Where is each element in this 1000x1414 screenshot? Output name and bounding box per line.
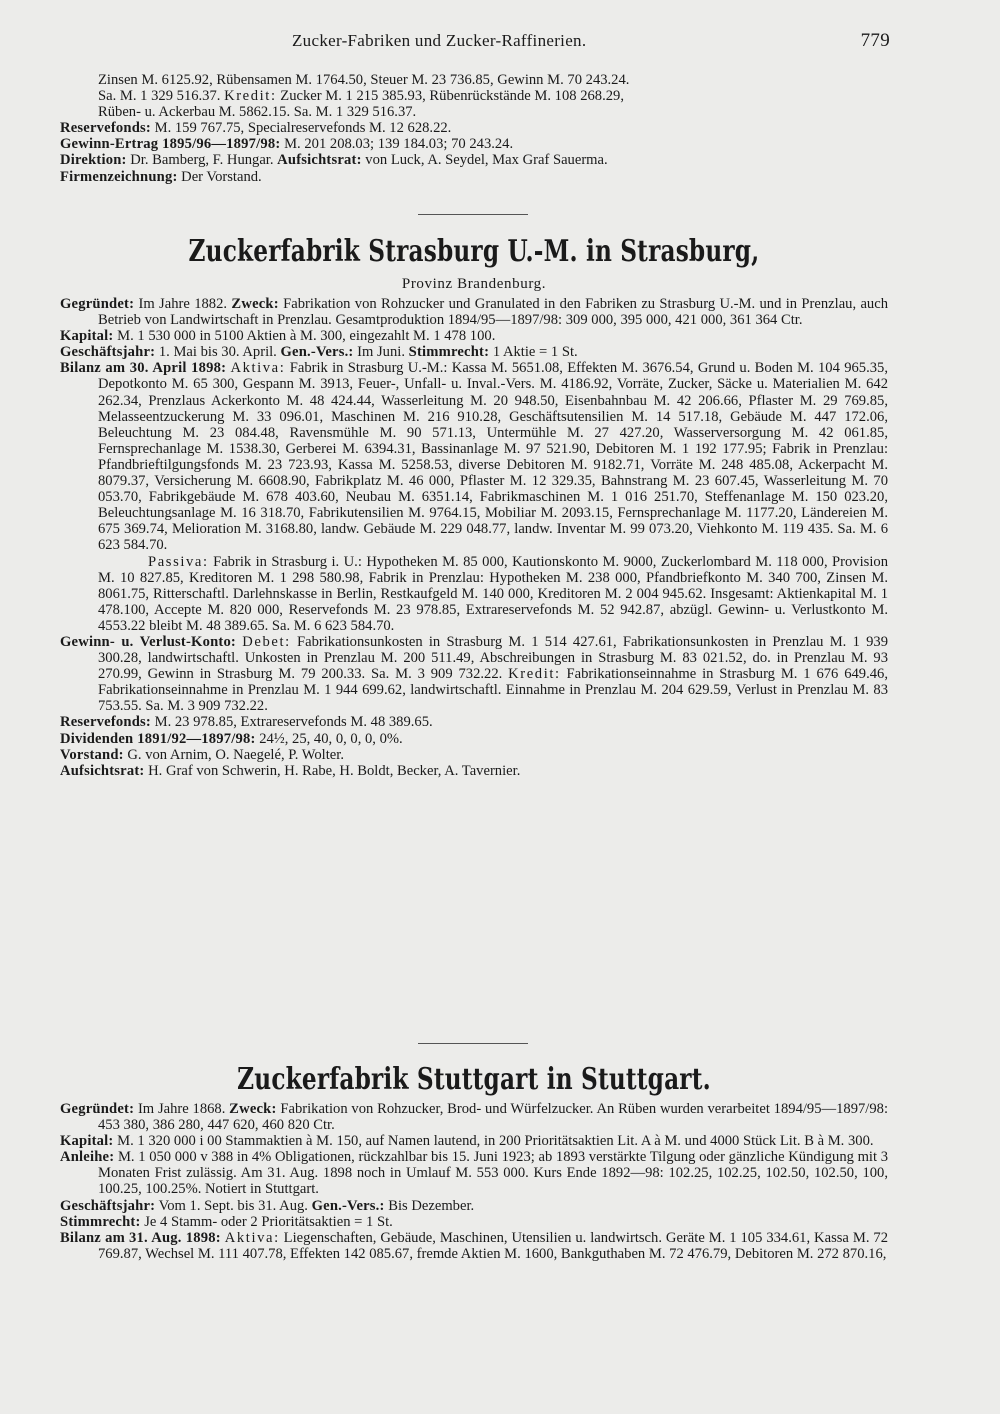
strasburg-kapital: Kapital: M. 1 530 000 in 5100 Aktien à M. 300, eingezahlt M. 1 478 100. [60,328,496,345]
stuttgart-bilanz-aktiva: Bilanz am 31. Aug. 1898: Aktiva: Liegenschaften, Gebäude, Maschinen, Utensilien u. landwirtsch. Geräte M. 1 105 334.61, Kassa M. 72 769.87, Wechsel M. 111 407.78, Effekten 142 085.67, fremde Aktien M. 1600, Bankguthaben M. 72 476.79, Debitoren M. 272 870.16, [60,1229,888,1262]
prev-reservefonds: Reservefonds: M. 159 767.75, Specialreservefonds M. 12 628.22. [60,120,452,137]
company-title-strasburg: Zuckerfabrik Strasburg U.-M. in Strasburg, [188,234,760,269]
section-divider [418,1043,528,1044]
prev-direktion: Direktion: Dr. Bamberg, F. Hungar. Aufsichtsrat: von Luck, A. Seydel, Max Graf Sauerma. [60,152,608,169]
page-number: 779 [860,30,890,51]
company-title-stuttgart: Zuckerfabrik Stuttgart in Stuttgart. [237,1062,711,1097]
strasburg-gegruendet: Gegründet: Im Jahre 1882. Zweck: Fabrikation von Rohzucker und Granulated in den Fabriken zu Strasburg U.-M. und in Prenzlau, auch Betrieb von Landwirtschaft in Prenzlau. Gesamtproduktion 1894/95—1897/98: 309 000, 395 000, 421 000, 361 364 Ctr. [60,296,889,329]
strasburg-bilanz-aktiva: Bilanz am 30. April 1898: Aktiva: Fabrik in Strasburg U.-M.: Kassa M. 5651.08, Effekten M. 3676.54, Grund u. Boden M. 104 965.35, Depotkonto M. 65 300, Gespann M. 3913, Feuer-, Unfall- u. Inval.-Vers. M. 4186.92, Vorräte, Zucker, Säcke u. Materialien M. 642 262.34, Prenzlaus Ackerkonto M. 48 424.44, Wasserleitung M. 20 948.50, Eisenbahnbau M. 42 206.66, Pflaster M. 29 769.85, Melasseentzuckerung M. 33 096.01, Maschinen M. 216 910.28, Geschäftsutensilien M. 14 517.18, Gebäude M. 447 172.06, Beleuchtung M. 23 084.48, Ravensmühle M. 90 571.13, Untermühle M. 27 427.20, Wasserversorgung M. 42 061.85, Fernsprechanlage M. 1538.30, Gerberei M. 6394.31, Bassinanlage M. 97 521.90, Debitoren M. 1 192 177.95; Fabrik in Prenzlau: Pfandbrieftilgungsfonds M. 23 723.93, Kassa M. 5258.53, diverse Debitoren M. 9182.71, Vorräte M. 248 485.08, Ackerpacht M. 8079.37, Versicherung M. 6608.90, Fabrikplatz M. 46 000, Pflaster M. 12 329.35, Bahnstrang M. 23 607.45, Wasserleitung M. 70 053.70, Fabrikgebäude M. 678 403.60, Neubau M. 6351.14, Fabrikmaschinen M. 1 016 251.70, Steffenanlage M. 150 023.20, Beleuchtungsanlage M. 16 318.70, Fabrikutensilien M. 9764.15, Mobiliar M. 2093.15, Fernsprechanlage M. 1177.20, Ländereien M. 675 369.74, Melioration M. 3168.80, landw. Gebäude M. 229 048.77, landw. Inventar M. 99 073.20, Viehkonto M. 119 435. Sa. M. 6 623 584.70. [60,360,888,554]
stuttgart-entry [60,1101,888,1262]
prev-text-line-1: Zinsen M. 6125.92, Rübensamen M. 1764.50, Steuer M. 23 736.85, Gewinn M. 70 243.24. [98,72,630,88]
previous-entry [60,72,888,185]
stuttgart-anleihe: Anleihe: M. 1 050 000 v 388 in 4% Obligationen, rückzahlbar bis 15. Juni 1923; ab 1893 verstärkte Tilgung oder gänzliche Kündigung mit 3 Monaten Frist zulässig. Am 31. Aug. 1898 noch in Umlauf M. 553 000. Kurs Ende 1892—98: 102.25, 102.25, 102.50, 102.50, 100, 100.25, 100.25%. Notiert in Stuttgart. [60,1149,888,1198]
strasburg-aufsichtsrat: Aufsichtsrat: H. Graf von Schwerin, H. Rabe, H. Boldt, Becker, A. Tavernier. [60,762,521,779]
strasburg-bilanz-passiva: Passiva: Fabrik in Strasburg i. U.: Hypotheken M. 85 000, Kautionskonto M. 9000, Zuckerlombard M. 118 000, Provision M. 10 827.85, Kreditoren M. 1 298 580.98, Fabrik in Prenzlau: Hypotheken M. 238 000, Pfandbriefkonto M. 340 700, Zinsen M. 8061.75, Ritterschaftl. Darlehnskasse in Berlin, Restkaufgeld M. 140 000, Kreditoren M. 2 004 945.62. Insgesamt: Aktienkapital M. 1 478.100, Accepte M. 820 000, Reservefonds M. 23 978.85, Extrareservefonds M. 52 942.87, abzügl. Gewinn- u. Verlustkonto M. 4553.22 bleibt M. 48 389.65. Sa. M. 6 623 584.70. [98,553,888,634]
strasburg-geschaeftsjahr: Geschäftsjahr: 1. Mai bis 30. April. Gen.-Vers.: Im Juni. Stimmrecht: 1 Aktie = 1 St. [60,344,578,361]
company-subtitle-strasburg: Provinz Brandenburg. [401,276,547,292]
stuttgart-stimmrecht: Stimmrecht: Je 4 Stamm- oder 2 Prioritätsaktien = 1 St. [60,1213,393,1230]
prev-firmenzeichnung: Firmenzeichnung: Der Vorstand. [60,168,262,185]
strasburg-reservefonds: Reservefonds: M. 23 978.85, Extrareservefonds M. 48 389.65. [60,714,433,731]
strasburg-dividenden: Dividenden 1891/92—1897/98: 24½, 25, 40, 0, 0, 0, 0%. [60,730,403,747]
stuttgart-kapital: Kapital: M. 1 320 000 i 00 Stammaktien à M. 150, auf Namen lautend, in 200 Prioritätsaktien Lit. A à M. und 4000 Stück Lit. B à M. 300. [60,1133,874,1150]
running-head [60,31,890,55]
stuttgart-gegruendet: Gegründet: Im Jahre 1868. Zweck: Fabrikation von Rohzucker, Brod- und Würfelzucker. An Rüben wurden verarbeitet 1894/95—1897/98: 453 380, 386 280, 447 620, 460 820 Ctr. [60,1101,889,1134]
strasburg-entry [60,296,888,779]
strasburg-vorstand: Vorstand: G. von Arnim, O. Naegelé, P. Wolter. [60,746,344,763]
prev-gewinn-ertrag: Gewinn-Ertrag 1895/96—1897/98: M. 201 208.03; 139 184.03; 70 243.24. [60,136,514,153]
strasburg-gewinn-verlust: Gewinn- u. Verlust-Konto: Debet: Fabrikationsunkosten in Strasburg M. 1 514 427.61, Fabrikationsunkosten in Prenzlau M. 1 939 300.28, landwirtschaftl. Unkosten in Prenzlau M. 200 511.49, Abschreibungen in Strasburg M. 83 021.52, do. in Prenzlau M. 93 270.99, Gewinn in Strasburg M. 79 200.33. Sa. M. 3 909 732.22. Kredit: Fabrikationseinnahme in Strasburg M. 1 676 649.46, Fabrikationseinnahme in Prenzlau M. 1 944 699.62, landwirtschaftl. Einnahme in Prenzlau M. 204 629.59, Verlust in Prenzlau M. 83 753.55. Sa. M. 3 909 732.22. [60,633,888,715]
prev-text-line-3: Rüben- u. Ackerbau M. 5862.15. Sa. M. 1 329 516.37. [98,104,417,121]
section-divider [418,214,528,215]
prev-text-line-2: Sa. M. 1 329 516.37. Kredit: Zucker M. 1 215 385.93, Rübenrückstände M. 108 268.29, [98,88,624,105]
running-head-title: Zucker-Fabriken und Zucker-Raffinerien. [292,31,587,50]
stuttgart-geschaeftsjahr: Geschäftsjahr: Vom 1. Sept. bis 31. Aug. Gen.-Vers.: Bis Dezember. [60,1197,475,1214]
